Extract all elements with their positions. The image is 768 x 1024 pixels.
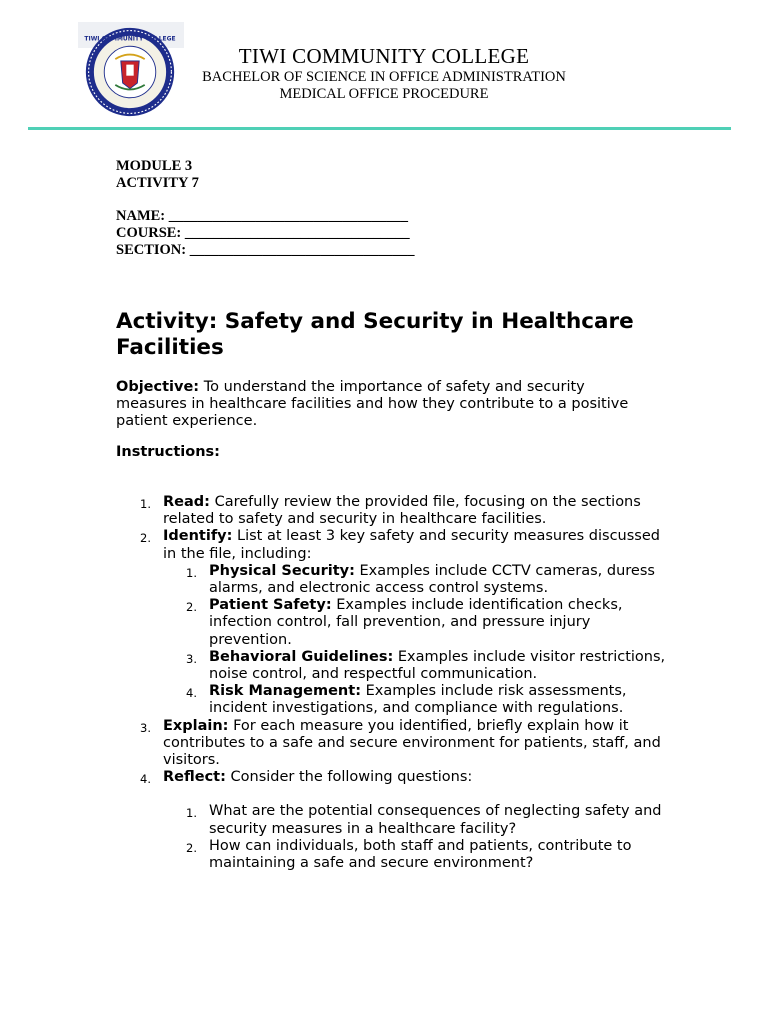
item-label: Identify: <box>163 528 233 545</box>
objective-label: Objective: <box>116 379 200 395</box>
item-number: 1. <box>186 565 197 580</box>
sub-list-item <box>116 563 676 597</box>
item-number: 2. <box>186 840 197 855</box>
item-label: Patient Safety: <box>209 597 332 614</box>
item-label: Behavioral Guidelines: <box>209 648 394 665</box>
item-number: 3. <box>140 720 151 735</box>
item-number: 4. <box>140 772 151 787</box>
item-number: 1. <box>140 497 151 511</box>
list-item <box>116 718 676 770</box>
sub-list-item <box>116 683 676 717</box>
item-number: 2. <box>140 531 151 546</box>
reflect-question <box>116 803 676 837</box>
instructions-list <box>116 494 676 872</box>
item-text: Carefully review the provided file, focusing on the sections related to safety and security in healthcare facilities. <box>163 494 641 528</box>
list-item <box>116 528 676 562</box>
college-seal-icon <box>84 26 176 118</box>
college-title: TIWI COMMUNITY COLLEGE <box>238 44 530 68</box>
item-text: What are the potential consequences of neglecting safety and security measures in a healthcare facility? <box>209 803 662 837</box>
course-subtitle: MEDICAL OFFICE PROCEDURE <box>279 86 489 102</box>
item-number: 1. <box>186 806 197 821</box>
sub-list-item <box>116 597 676 649</box>
instructions-label: Instructions: <box>116 444 220 460</box>
section-field: SECTION: _______________________________ <box>116 242 415 258</box>
item-label: Risk Management: <box>209 683 361 700</box>
item-text: Examples include identification checks, infection control, fall prevention, and pressure injury prevention. <box>209 597 623 648</box>
item-text: List at least 3 key safety and security measures discussed in the file, including: <box>163 528 660 562</box>
item-label: Reflect: <box>163 769 226 786</box>
item-text: Consider the following questions: <box>225 769 473 786</box>
list-item <box>116 769 676 786</box>
item-label: Explain: <box>163 717 229 734</box>
module-meta <box>116 158 414 259</box>
name-field: NAME: _________________________________ <box>116 208 409 224</box>
item-number: 2. <box>186 600 197 615</box>
item-text: For each measure you identified, briefly explain how it contributes to a safe and secure environment for patients, staff, and visitors. <box>163 717 661 769</box>
item-text: How can individuals, both staff and patients, contribute to maintaining a safe and secure environment? <box>209 837 632 872</box>
activity-label: ACTIVITY 7 <box>116 175 199 191</box>
course-field: COURSE: _______________________________ <box>116 225 410 241</box>
item-number: 3. <box>186 651 197 666</box>
item-number: 4. <box>186 686 197 701</box>
item-label: Read: <box>163 494 210 510</box>
item-text: Examples include risk assessments, incident investigations, and compliance with regulations. <box>209 683 627 717</box>
svg-text:TIWI COMMUNITY COLLEGE: TIWI COMMUNITY COLLEGE <box>84 35 176 43</box>
reflect-question <box>116 838 676 872</box>
objective-text: To understand the importance of safety and security measures in healthcare facilities and how they contribute to a positive patient experience. <box>116 379 629 430</box>
sub-list-item <box>116 649 676 683</box>
program-subtitle: BACHELOR OF SCIENCE IN OFFICE ADMINISTRATION <box>202 69 566 85</box>
activity-heading: Activity: Safety and Security in Healthcare Facilities <box>116 309 634 360</box>
header-divider <box>28 127 731 130</box>
objective-paragraph <box>116 379 656 431</box>
item-text: Examples include CCTV cameras, duress alarms, and electronic access control systems. <box>209 562 655 597</box>
module-label: MODULE 3 <box>116 158 193 174</box>
item-text: Examples include visitor restrictions, noise control, and respectful communication. <box>209 648 666 683</box>
item-label: Physical Security: <box>209 562 355 579</box>
list-item <box>116 494 676 528</box>
